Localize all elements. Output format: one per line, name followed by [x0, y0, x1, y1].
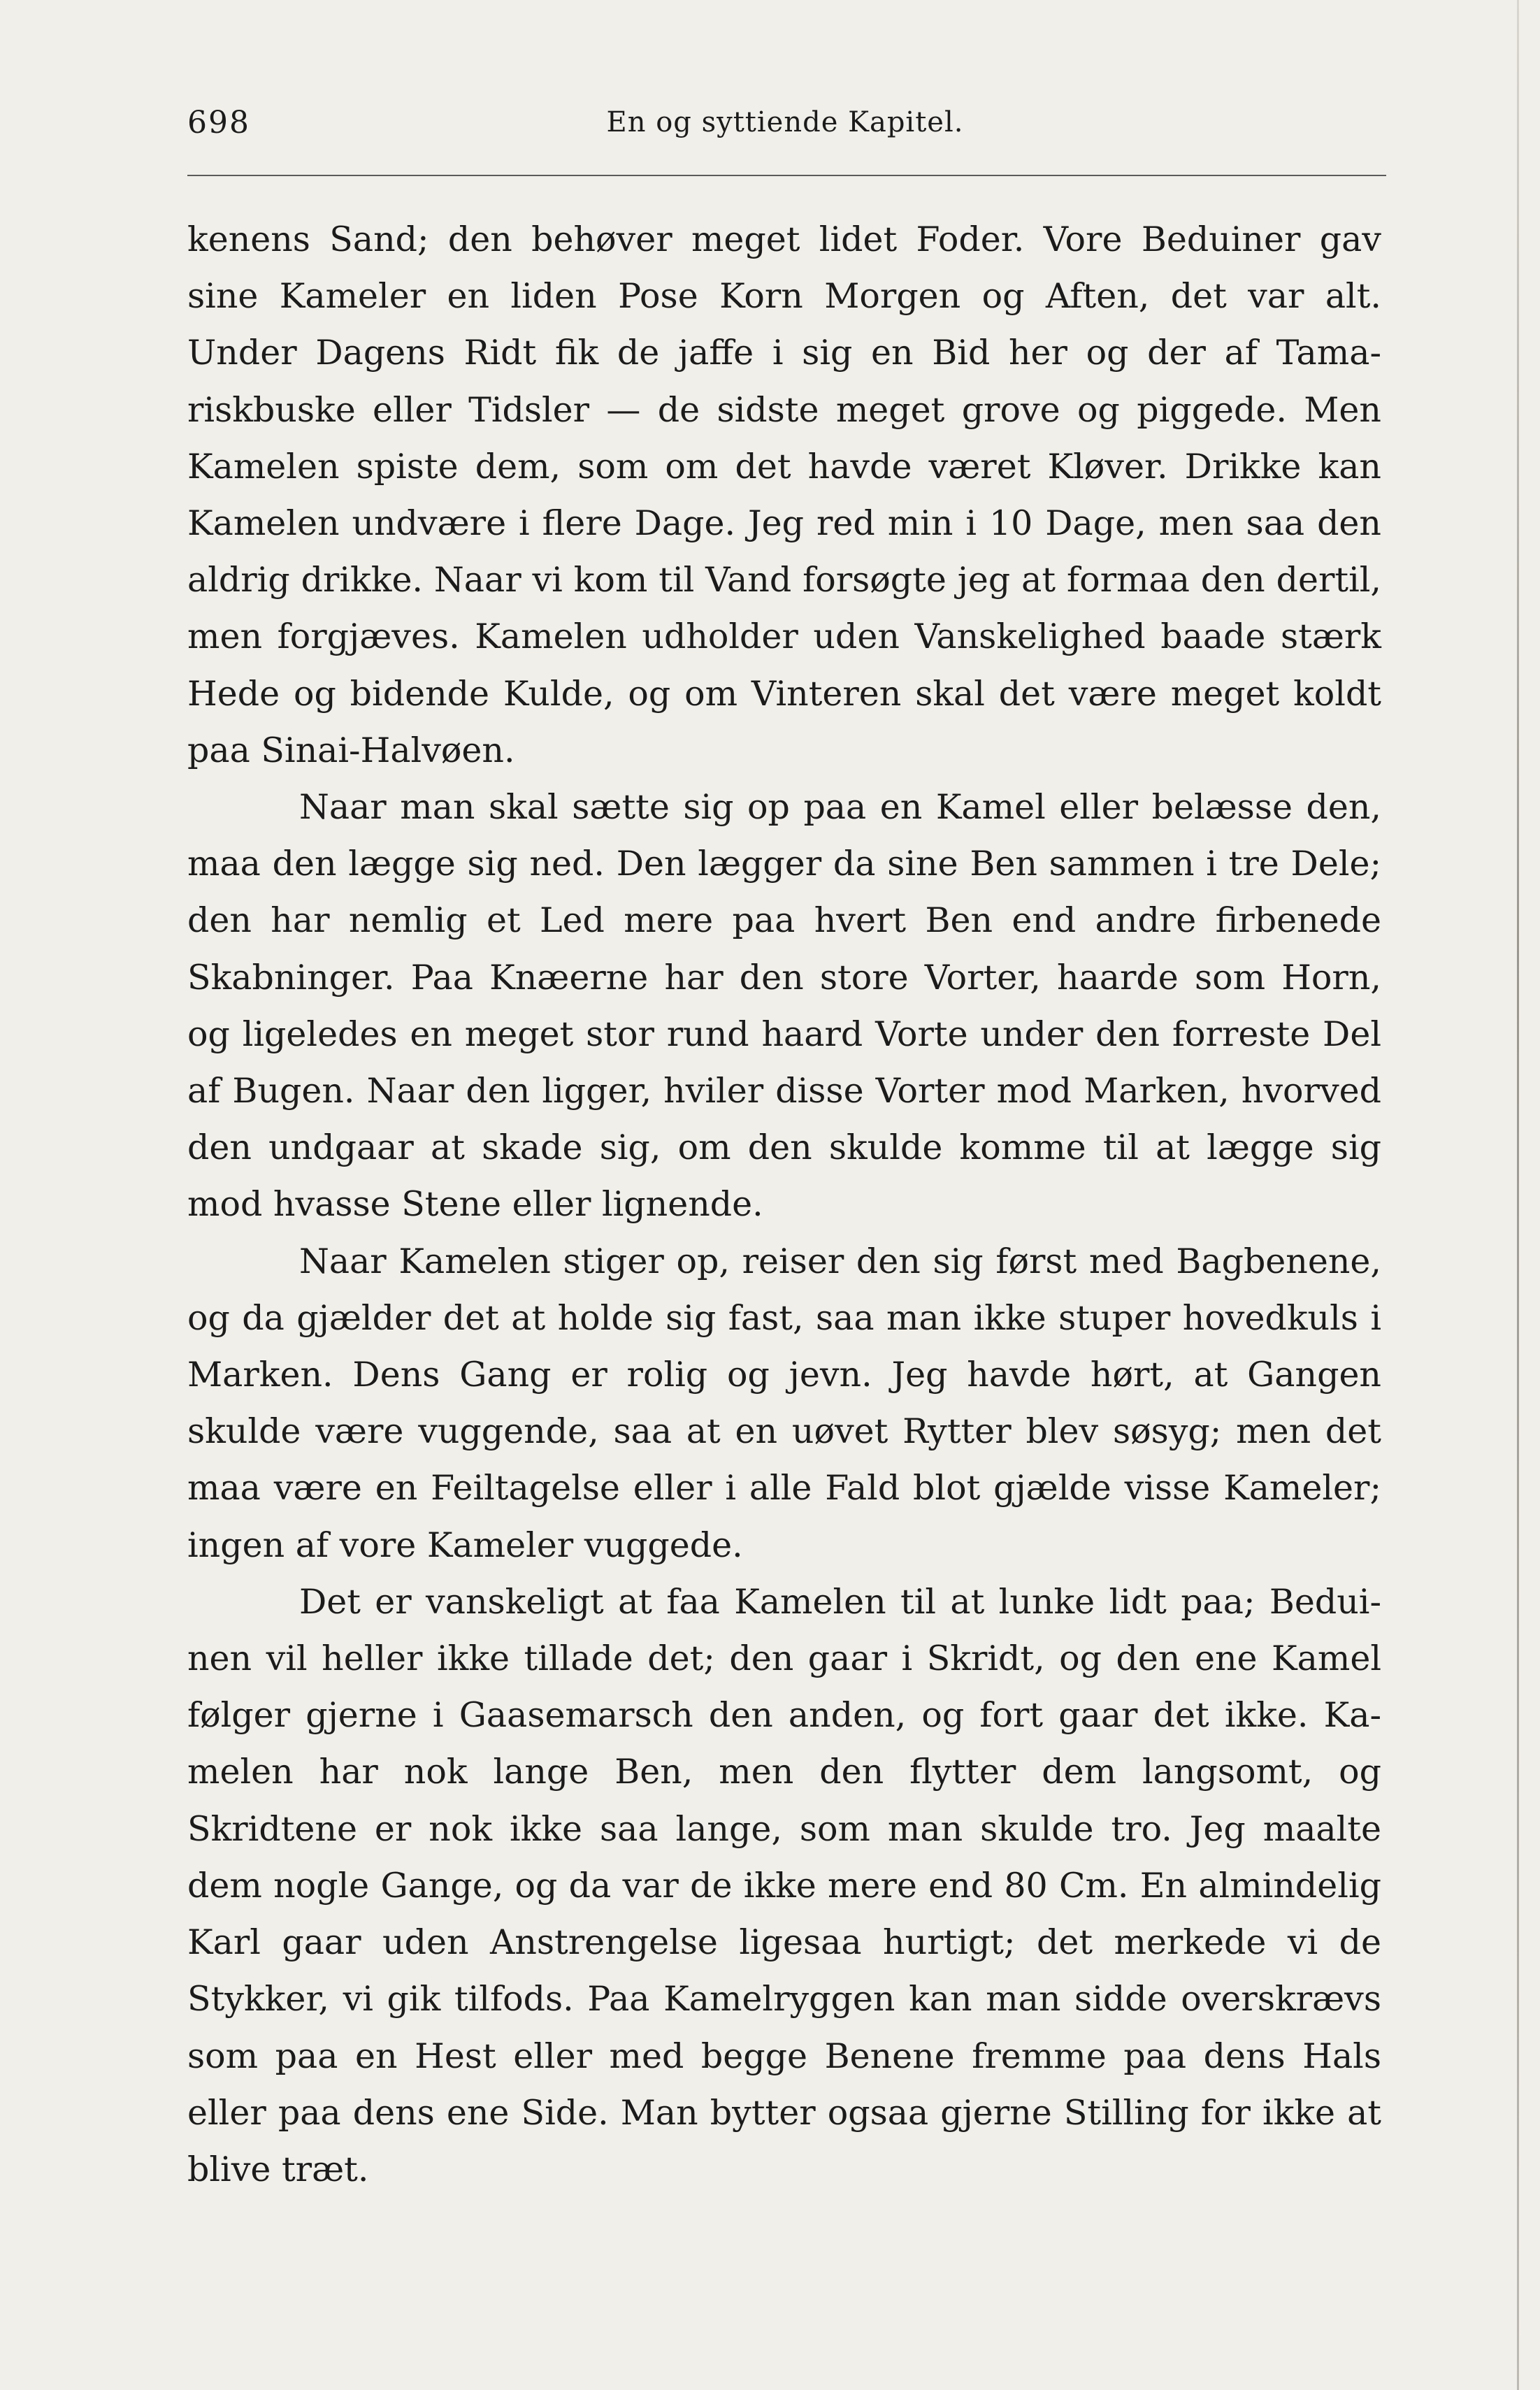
page-number: 698 — [187, 105, 250, 141]
body-text — [187, 211, 1381, 2198]
paragraph-2: Naar man skal sætte sig op paa en Kamel eller belæsse den, maa den lægge sig ned. Den lægger da sine Ben sammen i tre Dele; den har nemlig et Led mere paa hvert Ben end andre firbenede Skabninger. Paa Knæerne har den store Vorter, haarde som Horn, og ligeledes en meget stor rund haard Vorte under den forreste Del af Bugen. Naar den ligger, hviler disse Vorter mod Marken, hvorved den undgaar at skade sig, om den skulde komme til at lægge sig mod hvasse Stene eller lignende. — [187, 787, 1381, 1225]
paragraph-3: Naar Kamelen stiger op, reiser den sig først med Bagbenene, og da gjælder det at holde sig fast, saa man ikke stuper hovedkuls i Marken. Dens Gang er rolig og jevn. Jeg havde hørt, at Gangen skulde være vuggende, saa at en uøvet Rytter blev søsyg; men det maa være en Feiltagelse eller i alle Fald blot gjælde visse Kameler; ingen af vore Kameler vuggede. — [187, 1241, 1381, 1565]
header-rule — [187, 175, 1386, 176]
page-edge-shadow — [1517, 0, 1519, 2390]
paragraph-4: Det er vanskeligt at faa Kamelen til at lunke lidt paa; Beduinen vil heller ikke tillade det; den gaar i Skridt, og den ene Kamel følger gjerne i Gaasemarsch den anden, og fort gaar det ikke. Kamelen har nok lange Ben, men den flytter dem langsomt, og Skridtene er nok ikke saa lange, som man skulde tro. Jeg maalte dem nogle Gange, og da var de ikke mere end 80 Cm. En almindelig Karl gaar uden Anstrengelse ligesaa hurtigt; det merkede vi de Stykker, vi gik tilfods. Paa Kamelryggen kan man sidde overskrævs som paa en Hest eller med begge Benene fremme paa dens Hals eller paa dens ene Side. Man bytter ogsaa gjerne Stilling for ikke at blive træt. — [187, 1581, 1381, 2189]
page-header — [187, 105, 1383, 161]
running-title: En og syttiende Kapitel. — [606, 106, 964, 138]
paragraph-1: kenens Sand; den behøver meget lidet Foder. Vore Beduiner gav sine Kameler en liden Pose Korn Morgen og Aften, det var alt. Under Dagens Ridt fik de jaffe i sig en Bid her og der af Tamariskbuske eller Tidsler — de sidste meget grove og piggede. Men Kamelen spiste dem, som om det havde været Kløver. Drikke kan Kamelen undvære i flere Dage. Jeg red min i 10 Dage, men saa den aldrig drikke. Naar vi kom til Vand forsøgte jeg at formaa den dertil, men forgjæves. Kamelen udholder uden Vanskelighed baade stærk Hede og bidende Kulde, og om Vinteren skal det være meget koldt paa Sinai-Halvøen. — [187, 219, 1381, 770]
